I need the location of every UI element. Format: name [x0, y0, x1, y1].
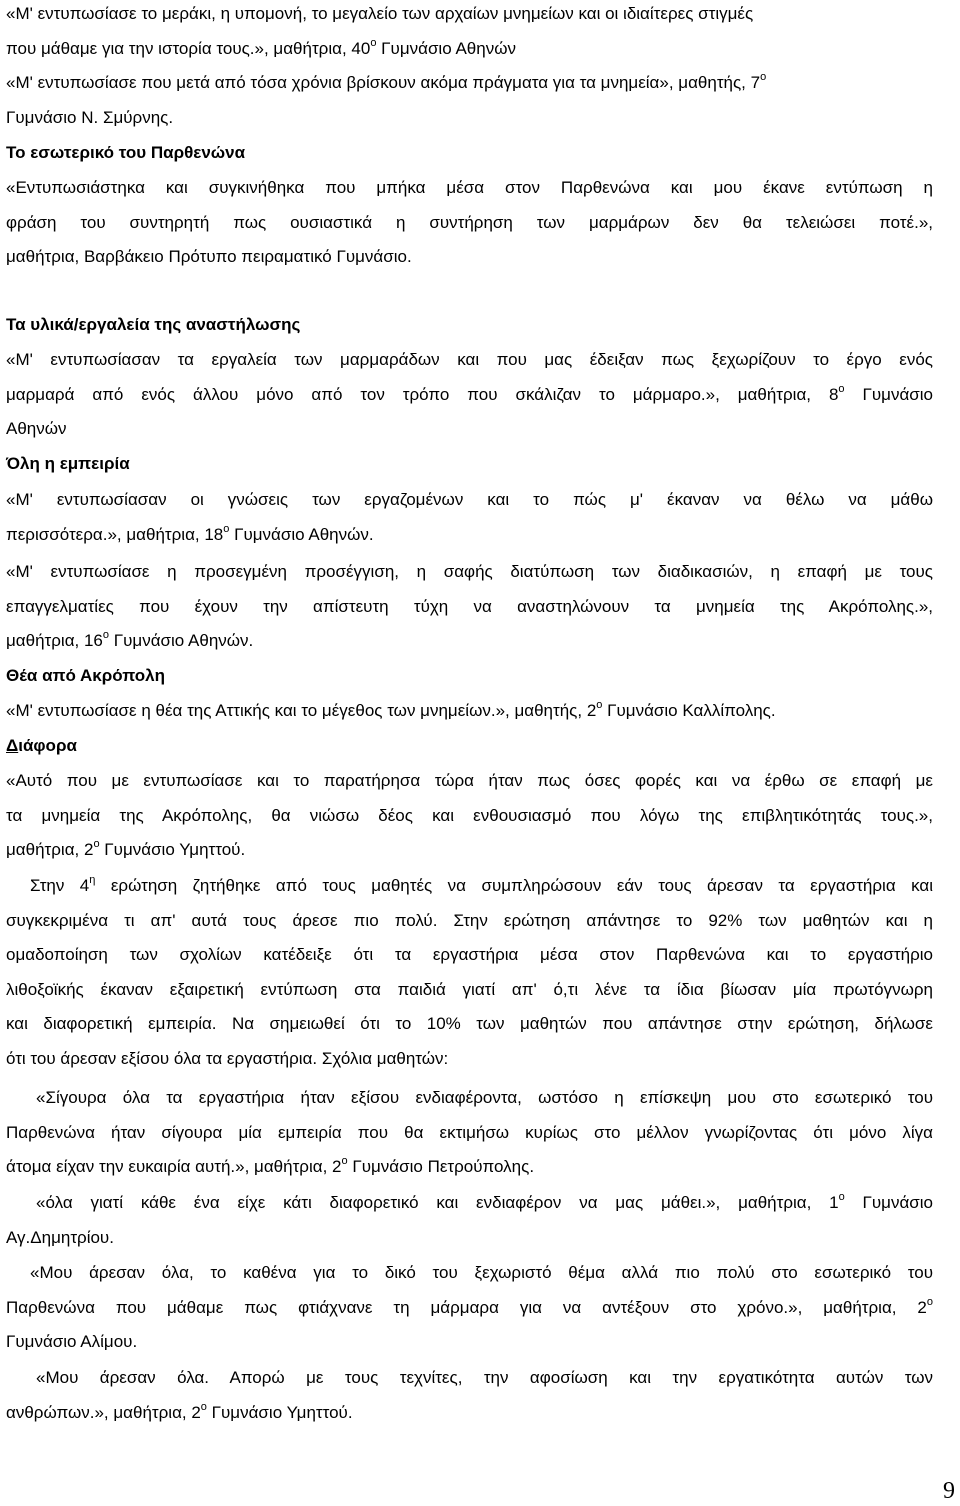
text-line: Παρθενώνα ήταν σίγουρα μία εμπειρία που θα εκτιμήσω κυρίως στο μέλλον γνωρίζοντας ότι μόνο λίγα — [6, 1122, 933, 1142]
text-line: «Μου άρεσαν όλα, το καθένα για το δικό του ξεχωριστό θέμα αλλά πιο πολύ στο εσωτερικό του — [30, 1263, 933, 1282]
ordinal-superscript: ο — [102, 629, 110, 642]
ordinal-superscript: ο — [838, 382, 845, 395]
section-heading: Όλη η εμπειρία — [6, 454, 130, 473]
quote-paragraph — [6, 1186, 933, 1255]
ordinal-superscript: ο — [200, 1400, 207, 1413]
ordinal-superscript: ο — [93, 838, 100, 851]
text-line — [6, 1396, 933, 1431]
text-run: Γυμνάσιο Υμηττού. — [99, 840, 246, 859]
ordinal-superscript: ο — [341, 1155, 348, 1168]
quote-paragraph — [6, 1081, 933, 1185]
text-line: Γυμνάσιο Αλίμου. — [6, 1332, 138, 1351]
quote-paragraph — [6, 483, 933, 552]
text-run: άτομα είχαν την ευκαιρία αυτή.», μαθήτρια, 2 — [6, 1157, 342, 1176]
text-run: Γυμνάσιο Πετρούπολης. — [347, 1157, 535, 1176]
quote-paragraph — [6, 1361, 933, 1430]
text-run: περισσότερα.», μαθήτρια, 18 — [6, 524, 224, 544]
text-line: και διαφορετική εμπειρία. Να σημειωθεί ότι το 10% των μαθητών που απάντησε στην ερώτηση, δήλωσε — [6, 1014, 933, 1033]
text-run: ερώτηση ζητήθηκε από τους μαθητές να συμπληρώσουν εάν τους άρεσαν τα εργαστήρια και — [95, 876, 933, 895]
text-line — [6, 1291, 933, 1326]
text-run: ανθρώπων.», μαθήτρια, 2 — [6, 1402, 201, 1422]
text-line: «Μου άρεσαν όλα. Απορώ με τους τεχνίτες, την αφοσίωση και την εργατικότητα αυτών των — [36, 1368, 933, 1387]
text-line: «Μ' εντυπωσίασε το μεράκι, η υπομονή, το μεγαλείο των αρχαίων μνημείων και οι ιδιαίτερες στιγμές — [6, 4, 754, 23]
quote-paragraph — [6, 694, 933, 729]
text-line — [6, 32, 933, 67]
text-run: «Μ' εντυπωσίασε η θέα της Αττικής και το μέγεθος των μνημείων.», μαθητής, 2 — [6, 701, 597, 720]
text-line: Γυμνάσιο Ν. Σμύρνης. — [6, 107, 174, 127]
text-run: «όλα γιατί κάθε ένα είχε κάτι διαφορετικό και ενδιαφέρον να μας μάθει.», μαθήτρια, 1 — [36, 1193, 839, 1212]
text-line — [6, 518, 933, 553]
quote-paragraph — [6, 1256, 933, 1360]
text-line: «Μ' εντυπωσίασε η προσεγμένη προσέγγιση, η σαφής διατύπωση των διαδικασιών, η επαφή με τους — [6, 562, 933, 581]
text-line: «Μ' εντυπωσίασαν τα εργαλεία των μαρμαράδων και που μας έδειξαν πως ξεχωρίζουν το έργο ενός — [6, 350, 933, 369]
text-run: «Μ' εντυπωσίασε που μετά από τόσα χρόνια βρίσκουν ακόμα πράγματα για τα μνημεία», μαθητής, 7 — [6, 73, 761, 92]
text-line: μαθήτρια, Βαρβάκειο Πρότυπο πειραματικό Γυμνάσιο. — [6, 247, 412, 266]
body-paragraph — [6, 869, 933, 1076]
ordinal-superscript: ο — [370, 36, 377, 49]
text-run: Παρθενώνα που μάθαμε πως φτιάχνανε τη μάρμαρα για να αντέξουν στο χρόνο.», μαθήτρια, 2 — [6, 1297, 927, 1317]
text-line: ομαδοποίηση των σχολίων κατέδειξε ότι τα εργαστήρια μέσα στον Παρθενώνα και το εργαστήριο — [6, 945, 933, 964]
text-line: λιθοξοϊκής έκαναν εξαιρετική εντύπωση στα παιδιά γιατί απ' ό,τι λένε τα ίδια βίωσαν μία πρωτόγνωρη — [6, 979, 933, 999]
ordinal-superscript: ο — [596, 699, 603, 712]
text-line: τα μνημεία της Ακρόπολης, θα νιώσω δέος και ενθουσιασμό που λόγω της επιβλητικότητάς τους.», — [6, 805, 933, 825]
section-heading: Το εσωτερικό του Παρθενώνα — [6, 143, 246, 162]
text-line: «Μ' εντυπωσίασαν οι γνώσεις των εργαζομένων και το πώς μ' έκαναν να θέλω να μάθω — [6, 490, 933, 509]
text-run: Γυμνάσιο — [844, 1193, 934, 1212]
quote-paragraph — [6, 0, 933, 66]
text-line — [6, 1150, 933, 1185]
ordinal-superscript: ο — [223, 522, 230, 535]
text-run: Γυμνάσιο Αθηνών — [376, 38, 516, 58]
text-run: Γυμνάσιο Αθηνών. — [229, 524, 374, 544]
quote-paragraph — [6, 171, 933, 275]
text-line — [6, 66, 933, 101]
text-line — [6, 624, 933, 659]
text-run: μαθήτρια, 2 — [6, 840, 94, 859]
text-run: μαρμαρά από ενός άλλου μόνο από τον τρόπο που σκάλιζαν το μάρμαρο.», μαθήτρια, 8 — [6, 384, 839, 404]
text-line: «Εντυπωσιάστηκα και συγκινήθηκα που μπήκα μέσα στον Παρθενώνα και μου έκανε εντύπωση η — [6, 178, 933, 197]
text-line — [6, 378, 933, 413]
section-heading: Θέα από Ακρόπολη — [6, 666, 165, 685]
text-line: φράση του συντηρητή πως ουσιαστικά η συντήρηση των μαρμάρων δεν θα τελειώσει ποτέ.», — [6, 212, 933, 232]
text-line: Αγ.Δημητρίου. — [6, 1227, 114, 1247]
text-line: «Σίγουρα όλα τα εργαστήρια ήταν εξίσου ενδιαφέροντα, ωστόσο η επίσκεψη μου στο εσωτερικό του — [36, 1088, 933, 1107]
text-line: ότι του άρεσαν εξίσου όλα τα εργαστήρια. Σχόλια μαθητών: — [6, 1048, 449, 1068]
text-run: μαθήτρια, 16 — [6, 631, 103, 650]
text-run: Γυμνάσιο Καλλίπολης. — [602, 701, 776, 720]
ordinal-superscript: η — [89, 874, 96, 887]
text-line — [6, 833, 933, 868]
ordinal-superscript: ο — [760, 71, 767, 84]
text-line — [6, 694, 933, 729]
text-line — [6, 869, 933, 904]
ordinal-superscript: ο — [926, 1295, 933, 1308]
text-run: Στην 4 — [30, 876, 90, 895]
text-run: Γυμνάσιο — [844, 384, 934, 404]
text-line: επαγγελματίες που έχουν την απίστευτη τύχη να αναστηλώνουν τα μνημεία της Ακρόπολης.», — [6, 596, 933, 616]
text-run: Γυμνάσιο Αθηνών. — [109, 631, 254, 650]
text-line: συγκεκριμένα τι απ' αυτά τους άρεσε πιο πολύ. Στην ερώτηση απάντησε το 92% των μαθητών και η — [6, 910, 933, 930]
text-line — [6, 1186, 933, 1221]
page-number: 9 — [943, 1478, 955, 1504]
quote-paragraph — [6, 343, 933, 447]
text-run: που μάθαμε για την ιστορία τους.», μαθήτρια, 40 — [6, 38, 371, 58]
quote-paragraph — [6, 66, 933, 135]
quote-paragraph — [6, 764, 933, 868]
section-heading: Διάφορα — [6, 736, 77, 755]
text-line: «Αυτό που με εντυπωσίασε και το παρατήρησα τώρα ήταν πως όσες φορές και να έρθω σε επαφή με — [6, 771, 933, 790]
ordinal-superscript: ο — [838, 1191, 845, 1204]
quote-paragraph — [6, 555, 933, 659]
text-run: Γυμνάσιο Υμηττού. — [206, 1402, 353, 1422]
section-heading: Τα υλικά/εργαλεία της αναστήλωσης — [6, 315, 301, 334]
text-line: Αθηνών — [6, 419, 67, 438]
